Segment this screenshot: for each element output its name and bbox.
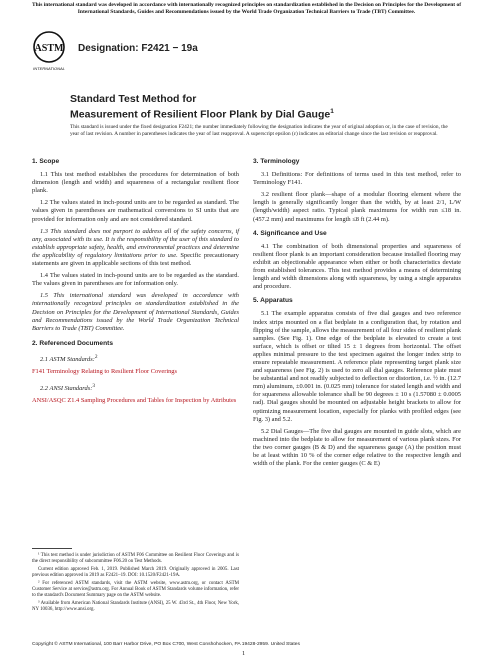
section-heading-terminology: 3. Terminology [253, 158, 300, 165]
link-ansi-z1-4[interactable]: ANSI/ASQC Z1.4 [32, 397, 80, 405]
section-heading-referenced-documents: 2. Referenced Documents [32, 339, 113, 347]
page-number: 1 [242, 650, 246, 657]
link-f141[interactable]: F141 [32, 368, 46, 376]
paragraph-5-1: 5.1 The example apparatus consists of five dial gauges and two reference index strips mounted on a flat bedplate in a configuration that, by rotation and flipping of the sample, allows the measurement of all four sides of resilient plank samples. (See Fig. 1). One edge of the bedplate is elevated to create a test surface, which is offset or tilted 15 ± 1 degrees from horizontal. The offset applies minimal pressure to the test specimen against the longer index strip to ensure repeatable measurement. A reference plate representing target plank size and squareness (see Fig. 2) is used to zero all dial gauges. Reference plate must be substantial and not readily subjected to deflection or distortion, i.e. ½ in. (12.7 mm) aluminum, ±0.001 in. (0.025 mm) tolerance for stated length and width and for squareness allowable tolerance shall be 90 degrees ± 10 s (1.57080 ± 0.0005 rad). Dial gauges should be mounted on adjustable height brackets to allow for optimizing measurement location, especially for planks with profiled edges (see Fig. 3) and 5.2. [253, 310, 461, 423]
footnote-divider [32, 548, 72, 549]
paragraph-4-1: 4.1 The combination of both dimensional properties and squareness of resilient floor plank is an important consideration because installed flooring may exhibit an objectionable appearance when either or both characteristics deviate from established tolerances. This test method provides a means of determining length and width dimensions along with squareness, by using a single apparatus and procedure. [253, 242, 461, 291]
reference-ansi-z1-4: ANSI/ASQC Z1.4 Sampling Procedures and Tables for Inspection by Attributes [32, 397, 237, 405]
footnote-2: ² For referenced ASTM standards, visit the ASTM website, www.astm.org, or contact ASTM Customer Service at service@astm.org. For Annual Book of ASTM Standards volume information, refer to the standard's Document Summary page on the ASTM website. [32, 580, 239, 599]
left-column [32, 158, 239, 412]
right-column [253, 158, 461, 472]
svg-text:INTERNATIONAL: INTERNATIONAL [33, 66, 65, 71]
footnotes [32, 553, 239, 615]
paragraph-1-1: 1.1 This test method establishes the procedures for determination of both dimension (length and width) and squareness of a rectangular resilient floor plank. [32, 171, 239, 195]
reference-f141: F141 Terminology Relating to Resilient Floor Coverings [32, 368, 177, 376]
standard-notice: This international standard was developed in accordance with internationally recognized principles on standardization established in the Decision on Principles for the Development of International Standards, Guides and Recommendations issued by the World Trade Organization Technical Barriers to Trade (TBT) Committee. [31, 2, 462, 15]
document-title [70, 93, 460, 121]
title-line-1: Standard Test Method for [70, 93, 197, 105]
paragraph-3-1: 3.1 Definitions: For definitions of terms used in this test method, refer to Terminology F141. [253, 171, 461, 187]
svg-text:ASTM: ASTM [34, 43, 64, 54]
paragraph-5-2: 5.2 Dial Gauges—The five dial gauges are mounted in guide slots, which are machined into the bedplate to allow for measurement of various plank sizes. For the two corner gauges (B & D) and the squareness gauge (A) the position must be at least within 10 % of the corner edge relative to the respective length and width of the plank. For the center gauges (C & E) [253, 427, 461, 468]
copyright-line: Copyright © ASTM International, 100 Barr Harbor Drive, PO Box C700, West Conshohocken, PA 19428-2959. United States [32, 642, 300, 647]
paragraph-3-2: 3.2 resilient floor plank—shape of a modular flooring element where the length is generally significantly longer than the width, by at least 2/1, L/W (length/width) aspect ratio. Typical plank maximums for width run ≤18 in. (457.2 mm) and maximums for length ≤8 ft (2.44 m). [253, 191, 461, 223]
paragraph-1-3: 1.3 This standard does not purport to address all of the safety concerns, if any, associated with its use. It is the responsibility of the user of this standard to establish appropriate safety, health, and environmental practices and determine the applicability of regulatory limitations prior to use. Specific precautionary statements are given in applicable sections of this test method. [32, 227, 240, 268]
paragraph-1-4: 1.4 The values stated in inch-pound units are to be regarded as the standard. The values given in parentheses are for information only. [32, 272, 239, 288]
paragraph-1-2: 1.2 The values stated in inch-pound units are to be regarded as standard. The values given in parentheses are mathematical conversions to SI units that are provided for information only and are not considered standard. [32, 199, 239, 223]
ansi-standards-label: 2.2 ANSI Standards:$^3$ [40, 383, 96, 393]
astm-standards-label: 2.1 ASTM Standards:$^2$ [40, 353, 98, 363]
standard-note: This standard is issued under the fixed designation F2421; the number immediately following the designation indicates the year of original adoption or, in the case of revision, the year of last revision. A number in parentheses indicates the year of last reapproval. A superscript epsilon (ε) indicates an editorial change since the last revision or reapproval. [70, 124, 448, 137]
designation: Designation: F2421 − 19a [78, 43, 198, 54]
title-line-2: Measurement of Resilient Floor Plank by Dial Gauge$^1$ [70, 107, 334, 120]
section-heading-scope: 1. Scope [32, 158, 60, 165]
footnote-1: ¹ This test method is under jurisdiction of ASTM F06 Committee on Resilient Floor Coverings and is the direct responsibility of subcommittee F06.20 on Test Methods. [32, 553, 239, 565]
section-heading-significance: 4. Significance and Use [253, 229, 327, 237]
footnote-1-edition: Current edition approved Feb. 1, 2019. Published March 2019. Originally approved in 2005. Last previous edition approved in 2019 as F2421–19. DOI: 10.1520/F2421-19A. [32, 566, 239, 579]
astm-logo-icon [32, 30, 66, 82]
footnote-3: ³ Available from American National Standards Institute (ANSI), 25 W. 43rd St., 4th Floor, New York, NY 10036, http://www.ansi.org. [32, 600, 239, 613]
section-heading-apparatus: 5. Apparatus [253, 297, 293, 305]
paragraph-1-5: 1.5 This international standard was developed in accordance with internationally recognized principles on standardization established in the Decision on Principles for the Development of International Standards, Guides and Recommendations issued by the World Trade Organization Technical Barriers to Trade (TBT) Committee. [32, 292, 239, 332]
